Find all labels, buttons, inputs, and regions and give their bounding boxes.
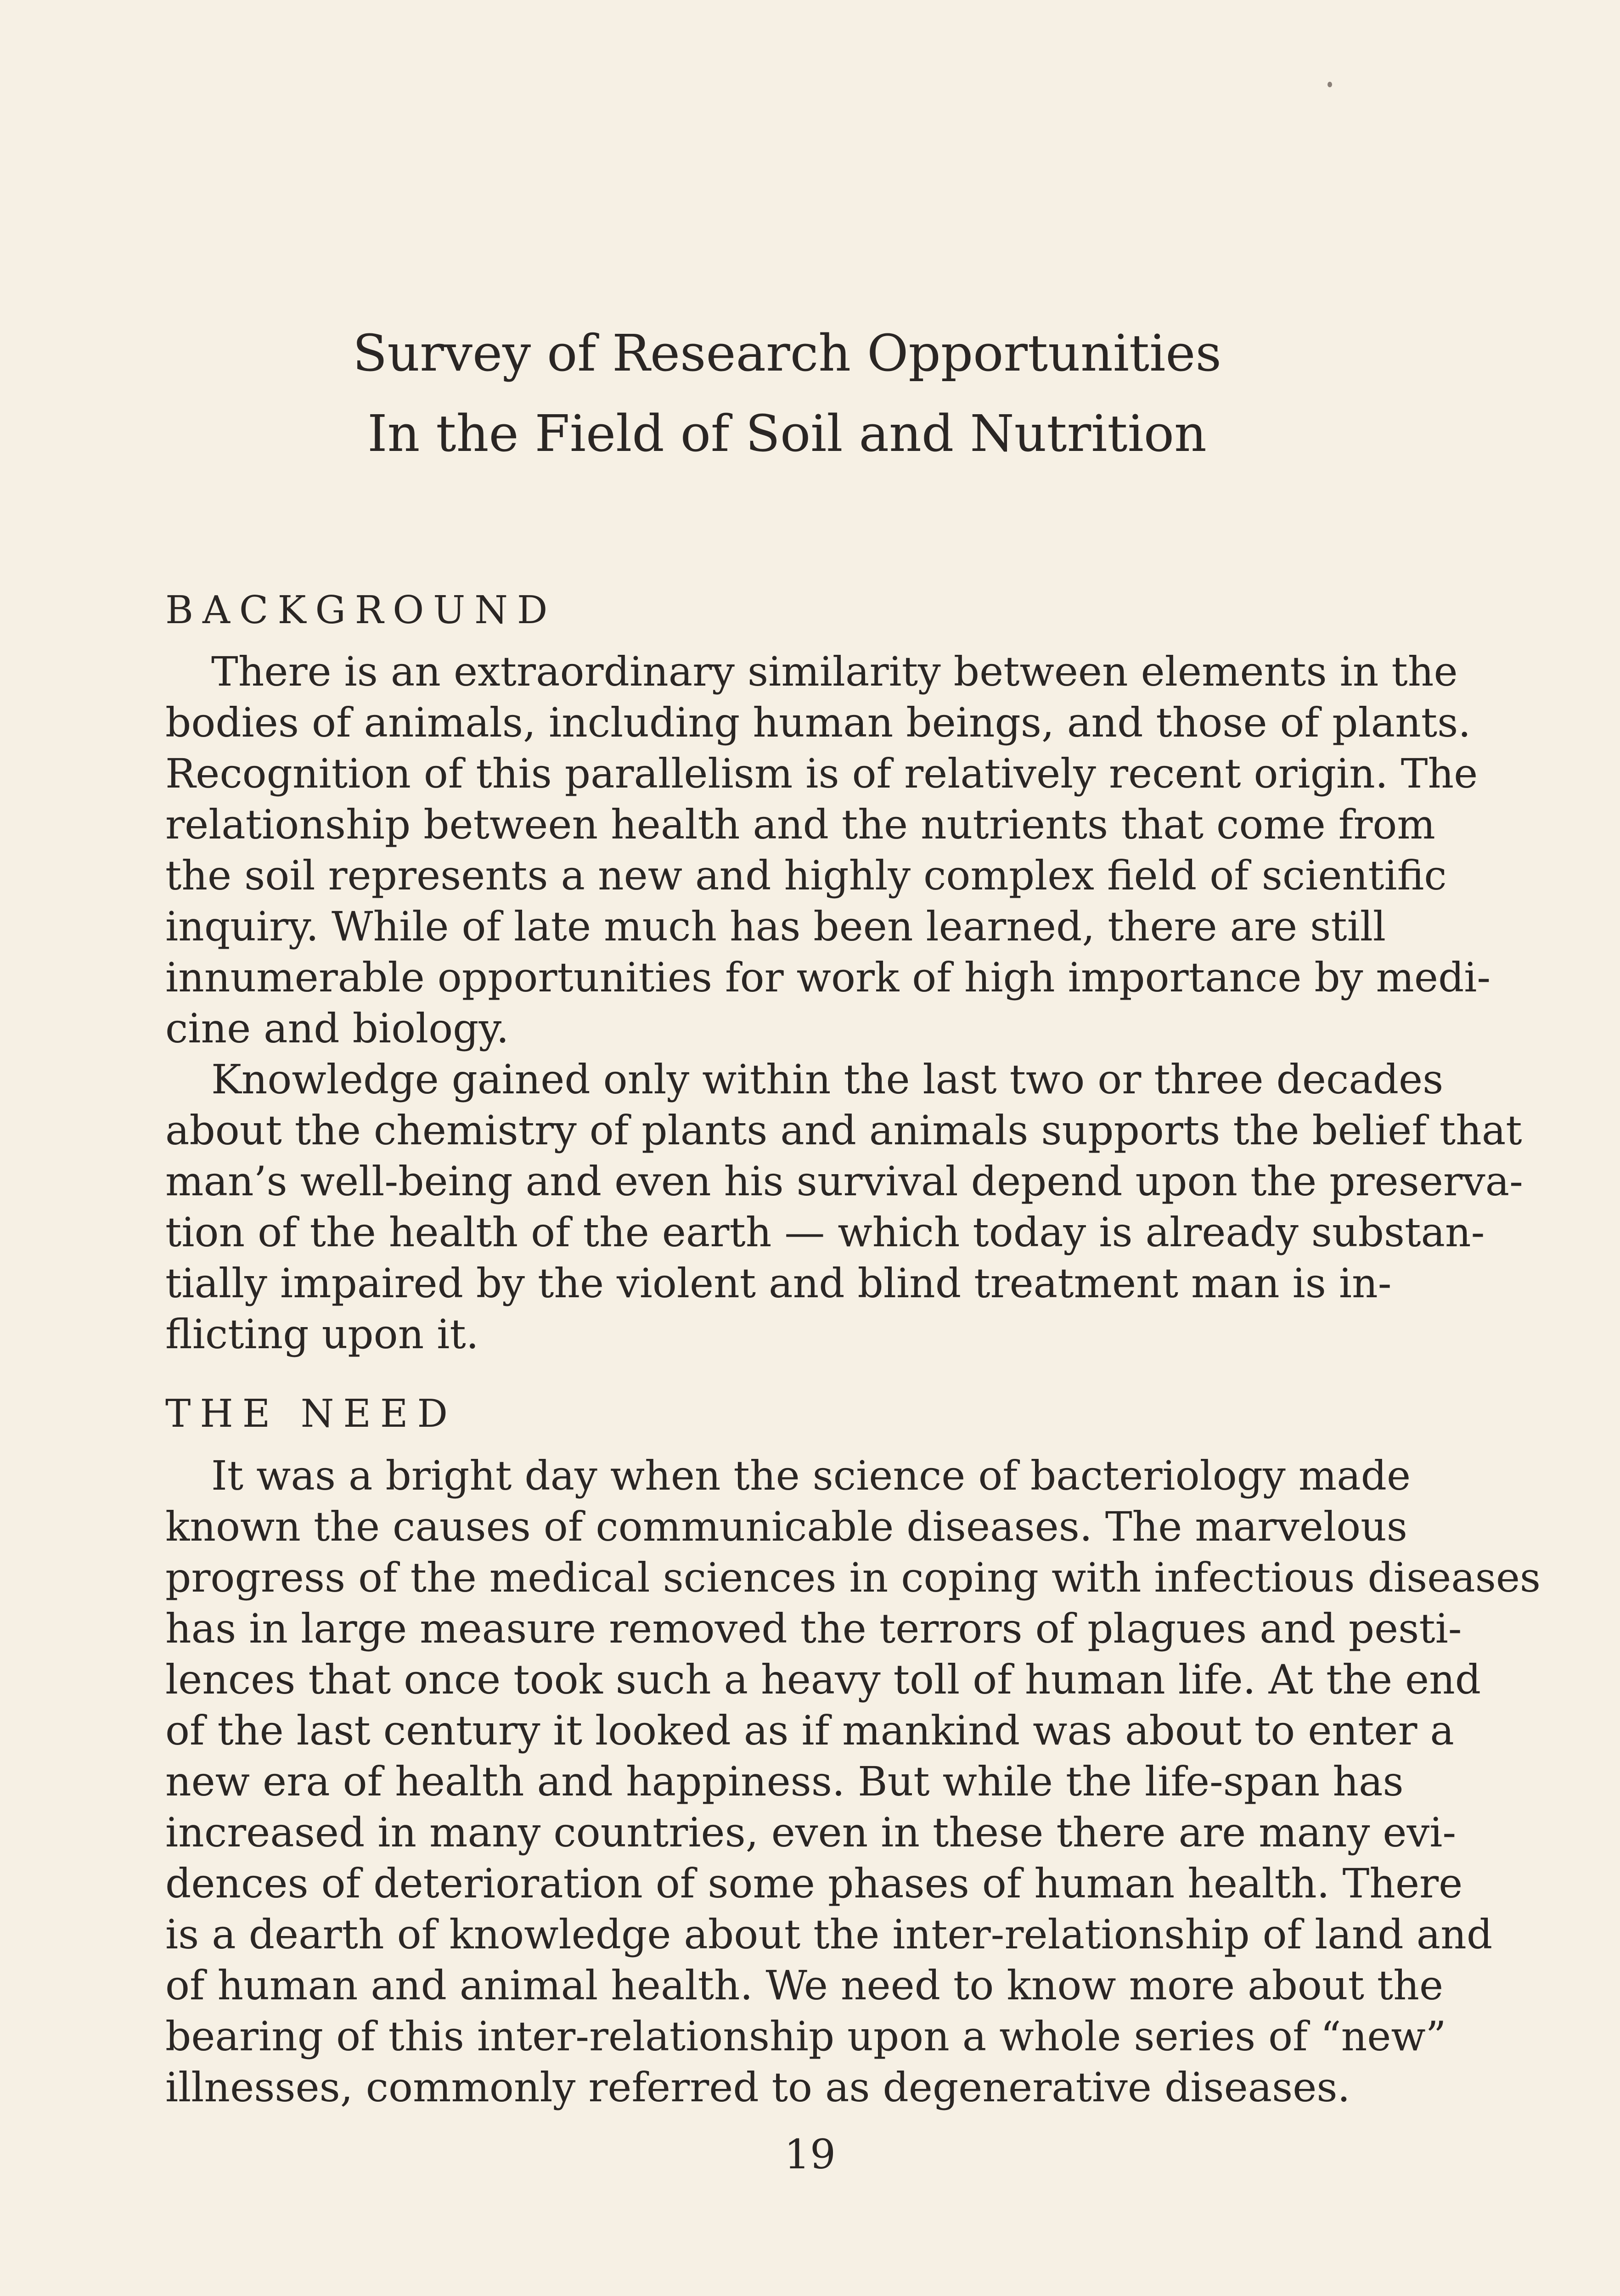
page-title-line-2: In the Field of Soil and Nutrition [367, 404, 1207, 463]
text-line: relationship between health and the nutrients that come from [165, 801, 1435, 848]
text-line: There is an extraordinary similarity between elements in the [211, 648, 1458, 695]
text-line: tially impaired by the violent and blind treatment man is in- [165, 1260, 1392, 1307]
text-line: tion of the health of the earth — which today is already substan- [165, 1209, 1485, 1256]
text-line: illnesses, commonly referred to as degenerative diseases. [165, 2064, 1350, 2111]
text-line: bearing of this inter-relationship upon a whole series of “new” [165, 2013, 1446, 2060]
section-heading-the-need: THE NEED [165, 1391, 457, 1436]
text-line: Knowledge gained only within the last two or three decades [211, 1056, 1444, 1103]
text-line: dences of deterioration of some phases of human health. There [165, 1860, 1463, 1907]
page-number: 19 [784, 2131, 836, 2178]
text-line: flicting upon it. [165, 1311, 479, 1358]
text-line: of human and animal health. We need to know more about the [165, 1962, 1444, 2009]
text-line: increased in many countries, even in these there are many evi- [165, 1809, 1457, 1856]
text-line: new era of health and happiness. But while the life-span has [165, 1758, 1404, 1805]
text-line: Recognition of this parallelism is of relatively recent origin. The [165, 750, 1478, 797]
text-line: It was a bright day when the science of bacteriology made [211, 1452, 1411, 1499]
text-line: innumerable opportunities for work of high importance by medi- [165, 954, 1491, 1001]
paper-speck [1328, 82, 1332, 87]
page-title-line-1: Survey of Research Opportunities [353, 324, 1221, 383]
text-line: cine and biology. [165, 1005, 509, 1052]
text-line: about the chemistry of plants and animals supports the belief that [165, 1107, 1522, 1154]
text-line: progress of the medical sciences in coping with infectious diseases [165, 1554, 1541, 1601]
section-heading-background: BACKGROUND [165, 588, 557, 632]
text-line: is a dearth of knowledge about the inter-relationship of land and [165, 1911, 1493, 1958]
text-line: bodies of animals, including human beings, and those of plants. [165, 699, 1471, 746]
text-line: of the last century it looked as if mankind was about to enter a [165, 1707, 1454, 1754]
text-line: known the causes of communicable diseases. The marvelous [165, 1503, 1407, 1550]
text-line: the soil represents a new and highly complex field of scientific [165, 852, 1447, 899]
text-line: inquiry. While of late much has been learned, there are still [165, 903, 1386, 950]
text-line: lences that once took such a heavy toll of human life. At the end [165, 1656, 1481, 1703]
text-line: man’s well-being and even his survival depend upon the preserva- [165, 1158, 1523, 1205]
text-line: has in large measure removed the terrors of plagues and pesti- [165, 1605, 1462, 1652]
